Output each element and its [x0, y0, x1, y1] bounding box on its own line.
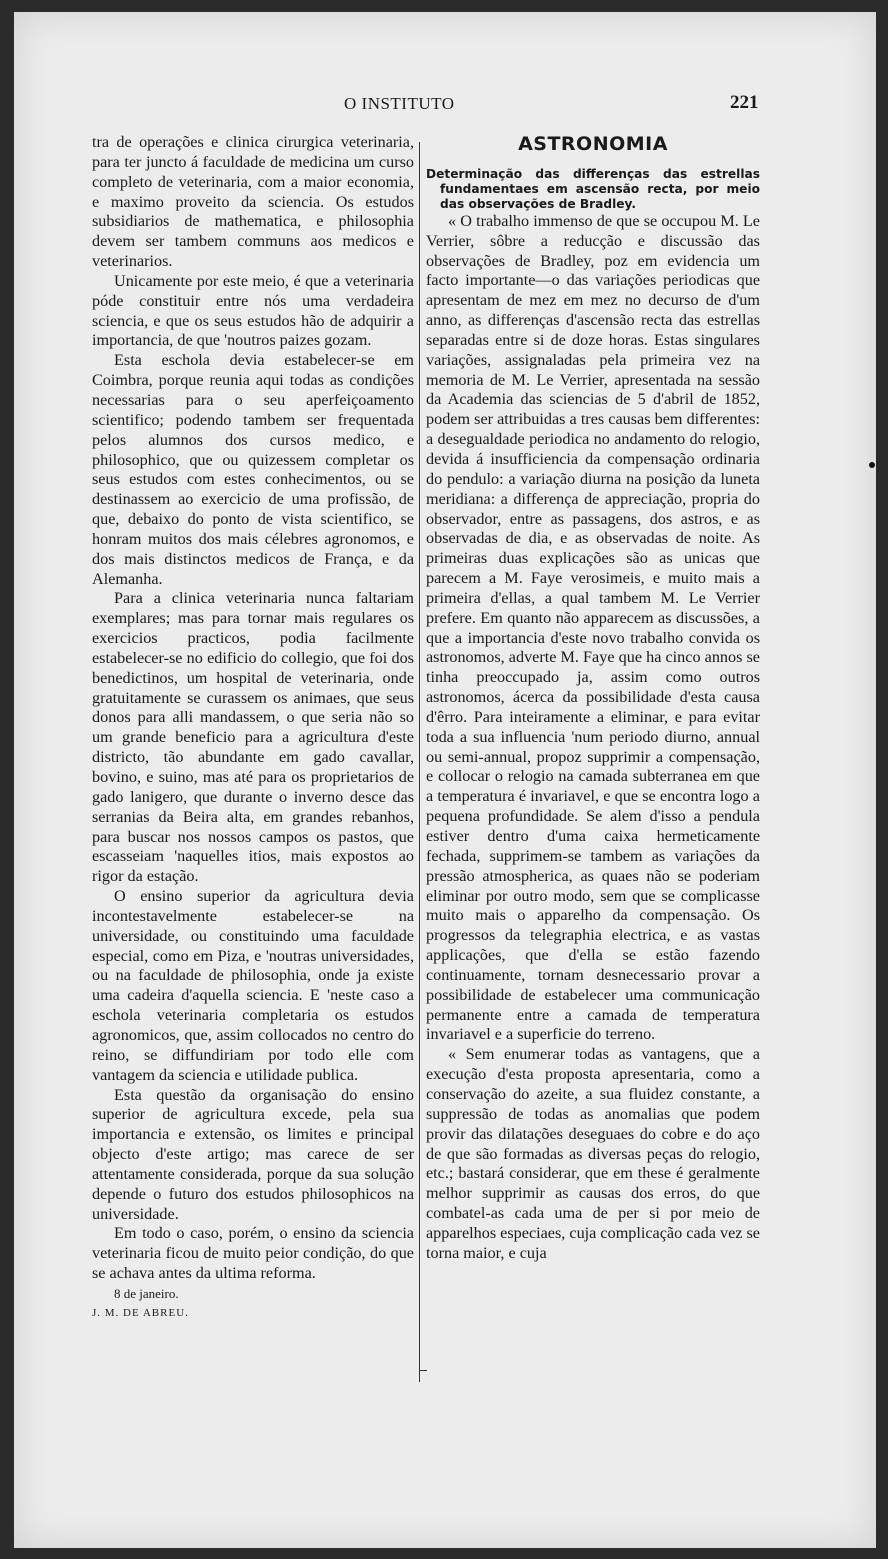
paragraph: Esta eschola devia estabelecer-se em Coimbra, porque reunia aqui todas as condições necessarias para o seu aperfeiçoamento scientifico; podendo tambem ser frequentada pelos alumnos dos cursos medico, e philosophico, que ou quizessem completar os seus estudos com estes conhecimentos, ou se destinassem ao exercicio de uma profissão, de que, debaixo do ponto de vista scientifico, se honram muitos dos mais célebres agronomos, e dos mais distinctos medicos de França, e da Alemanha.	[92, 351, 414, 588]
article-date: 8 de janeiro.	[114, 1285, 179, 1301]
left-column	[92, 133, 414, 1324]
column-divider-foot	[419, 1370, 427, 1371]
journal-title: O INSTITUTO	[344, 94, 455, 113]
article-subtitle: Determinação das differenças das estrellas fundamentaes em ascensão recta, por meio das observações de Bradley.	[426, 166, 760, 211]
section-title: ASTRONOMIA	[518, 133, 668, 155]
paragraph: « Sem enumerar todas as vantagens, que a execução d'esta proposta apresentaria, como a conservação do azeite, a sua fluidez constante, a suppressão de todas as anomalias que podem provir das dilatações deseguaes do cobre e do aço de que são formadas as diversas peças do relogio, etc.; bastará considerar, que em these é geralmente melhor supprimir as causas dos erros, do que combatel-as cada uma de per si por meio de apparelhos especiaes, cuja complicação cada vez se torna maior, e cuja	[426, 1045, 760, 1262]
running-header	[14, 94, 876, 118]
paragraph: tra de operações e clinica cirurgica veterinaria, para ter juncto á faculdade de medicina um curso completo de veterinaria, com a maior economia, e maximo proveito da sciencia. Os estudos subsidiarios de mathematica, e philosophia devem ser tambem communs aos medicos e veterinarios.	[92, 133, 414, 271]
page-hole-mark	[869, 462, 875, 468]
paragraph: « O trabalho immenso de que se occupou M. Le Verrier, sôbre a reducção e discussão das observações de Bradley, poz em evidencia um facto importante—o das variações periodicas que apresentam de mez em mez no decurso de d'um anno, as differenças d'ascensão recta das estrellas separadas entre si de doze horas. Estas singulares variações, assignaladas pela primeira vez na memoria de M. Le Verrier, apresentada na sessão da Academia das sciencias de 5 d'abril de 1852, podem ser attribuidas a tres causas bem differentes: a desegualdade periodica no andamento do relogio, devida á insufficiencia da compensação ordinaria do pendulo: a variação diurna na posição da luneta meridiana: a differença de appreciação, propria do observador, entre as passagens, dos astros, e as observadas de dia, e as observadas de noite. As primeiras duas explicações são as unicas que parecem a M. Faye verosimeis, e muito mais a primeira d'ellas, a qual tambem M. Le Verrier prefere. Em quanto não apparecem as discussões, a que a importancia d'este novo trabalho convida os astronomos, adverte M. Faye que ha cinco annos se tinha preoccupado ja, assim como outros astronomos, ácerca da possibilidade d'esta causa d'êrro. Para inteiramente a eliminar, e para evitar toda a sua influencia 'num periodo diurno, annual ou semi-annual, propoz supprimir a compensação, e collocar o relogio na camada subterranea em que a temperatura é invariavel, e que se encontra logo a pequena profundidade. Se alem d'isso a pendula estiver dentro d'uma caixa hermeticamente fechada, supprimem-se tambem as variações da pressão atmospherica, as quaes não se poderiam eliminar por outro modo, sem que se complicasse muito mais o apparelho da compensação. Os progressos da telegraphia electrica, e as vastas applicações, que d'ella se estão fazendo continuamente, tornam desnecessario provar a possibilidade de estabelecer uma communicação permanente entre a camada de temperatura invariavel e a superficie do terreno.	[426, 211, 760, 1044]
paragraph: Para a clinica veterinaria nunca faltariam exemplares; mas para tornar mais regulares os exercicios practicos, podia facilmente estabelecer-se no edificio do collegio, que foi dos benedictinos, um hospital de veterinaria, onde gratuitamente se curassem os animaes, que seus donos para alli mandassem, o que seria não so um grande beneficio para a agricultura d'este districto, tão abundante em gado cavallar, bovino, e suino, mas até para os proprietarios de gado lanigero, que durante o inverno desce das serranias da Beira alta, em grandes rebanhos, para buscar nos nossos campos os pastos, que escasseiam 'naquelles itios, mais expostos ao rigor da estação.	[92, 589, 414, 886]
column-divider	[419, 142, 420, 1382]
paragraph: Unicamente por este meio, é que a veterinaria póde constituir entre nós uma verdadeira sciencia, e que os seus estudos hão de adquirir a importancia, de que 'noutros paizes gozam.	[92, 271, 414, 350]
paragraph: Esta questão da organisação do ensino superior de agricultura excede, pela sua importancia e extensão, os limites e principal objecto d'este artigo; mas carece de ser attentamente considerada, porque da sua solução depende o futuro dos estudos philosophicos na universidade.	[92, 1085, 414, 1223]
newspaper-page	[14, 12, 876, 1548]
author-signature: J. M. DE ABREU.	[92, 1306, 189, 1319]
paragraph: Em todo o caso, porém, o ensino da sciencia veterinaria ficou de muito peior condição, do que se achava antes da ultima reforma.	[92, 1224, 414, 1283]
page-number: 221	[730, 92, 759, 113]
paragraph: O ensino superior da agricultura devia incontestavelmente estabelecer-se na universidade, ou constituindo uma faculdade especial, como em Piza, e 'noutras universidades, ou na faculdade de philosophia, onde ja existe uma cadeira d'aquella sciencia. E 'neste caso a eschola veterinaria completaria os estudos agronomicos, que, assim collocados no centro do reino, se diffundiriam por todo elle com vantagem da sciencia e utilidade publica.	[92, 887, 414, 1084]
right-column	[426, 133, 760, 1264]
